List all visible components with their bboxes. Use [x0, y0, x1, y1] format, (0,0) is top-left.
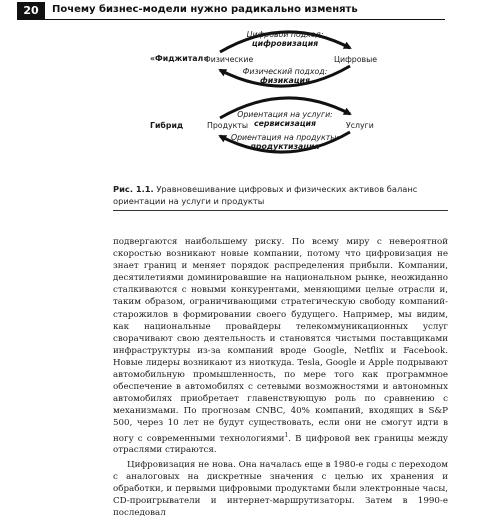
running-title: Почему бизнес-модели нужно радикально изменять: [52, 4, 358, 15]
figure-number: Рис. 1.1.: [113, 184, 154, 194]
row1-right-label: Цифровые: [334, 55, 378, 64]
caption-text: Уравновешивание цифровых и физических активов баланс ориентации на услуги и продукты: [113, 184, 418, 206]
row2-bottom-line2: продуктизация: [250, 142, 320, 151]
row2-label: Гибрид: [150, 121, 184, 130]
header-rule: [17, 19, 445, 20]
body-text: [113, 236, 448, 519]
caption-rule: [113, 210, 448, 211]
figure-diagram: [0, 22, 500, 182]
page-number: 20: [17, 2, 45, 19]
row1-left-label: Физические: [204, 55, 254, 64]
paragraph-2: Цифровизация не нова. Она началась еще в 1980-е годы с переходом с аналоговых на дискретные значения с целью их хранения и обработки, и первыми цифровыми продуктами были электронные часы, CD-проигрыватели и интернет-маршрутизаторы. Затем в 1990-е последовал: [113, 459, 448, 518]
row2-top-line1: Ориентация на услуги:: [237, 110, 333, 119]
figure-caption: [113, 183, 453, 207]
row1-bottom-line1: Физический подход:: [242, 67, 328, 76]
footnote-ref: 1: [284, 431, 289, 439]
row1-bottom-line2: физикация: [260, 76, 310, 85]
row1-label: «Фиджитал»: [150, 54, 209, 63]
page-header: [0, 2, 500, 20]
row2-top-line2: сервисизация: [253, 119, 317, 128]
paragraph-1-text: подвергаются наибольшему риску. По всему миру с невероятной скоростью возникают новые компании, потому что цифровизация не знает границ и меняет порядок распределения прибыли. Компании, десятилетиями доминировавшие на национальном рынке, неожиданно сталкиваются с новыми конкурентами, меняющими целые отрасли и, таким образом, ограничивающими стратегическую свободу компаний-старожилов в формировании своего будущего. Например, мы видим, как национальные провайдеры телекоммуникационных услуг сворачивают свою деятельность и становятся чистыми поставщиками инфраструктуры из-за компаний вроде Google, Netflix и Facebook. Новые лидеры возникают из ниоткуда. Tesla, Google и Apple подрывают автомобильную промышленность, по мере того как программное обеспечение в автомобилях с сетевыми возможностями и автономных автомобилях приобретает главенствующую роль по сравнению с механизмами. По прогнозам CNBC, 40% компаний, входящих в S&P 500, через 10 лет не будут существовать, если они не смогут идти в ногу с современными технологиями: [113, 237, 448, 444]
row2-right-label: Услуги: [346, 121, 374, 130]
diagram-arrows: [0, 22, 500, 182]
paragraph-1: [113, 236, 448, 457]
paragraph-1-end: . В цифровой век границы между отраслями стираются.: [113, 433, 448, 456]
row1-top-line1: Цифровой подход:: [246, 30, 324, 39]
row2-left-label: Продукты: [207, 121, 248, 130]
row2-bottom-line1: Ориентация на продукты:: [230, 133, 340, 142]
row1-top-line2: цифровизация: [251, 39, 319, 48]
